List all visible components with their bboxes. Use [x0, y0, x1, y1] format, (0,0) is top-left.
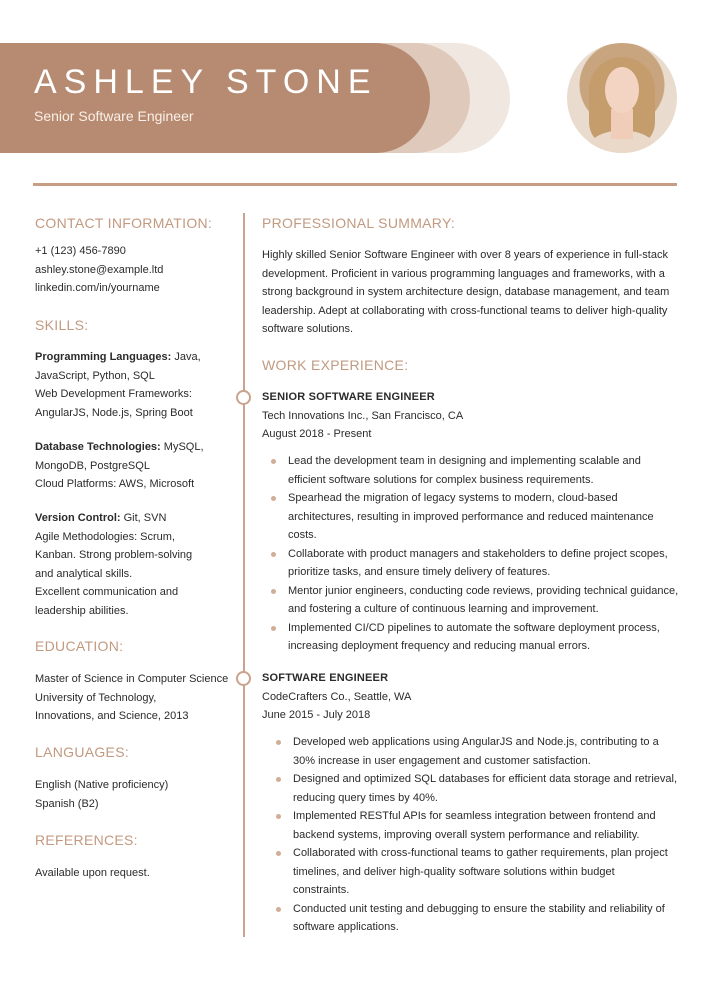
summary-line: leadership. Adept at collaborating with cross-functional teams to deliver high-quality [262, 304, 668, 317]
list-item: Collaborated with cross-functional teams to gather requirements, plan project timelines, and deliver high-quality software solutions within budget constraints. [269, 844, 692, 900]
contact-linkedin: linkedin.com/in/yourname [35, 282, 160, 294]
skill-label-version-control: Version Control: [35, 512, 121, 524]
skill-label-database: Database Technologies: [35, 441, 161, 453]
skill-text: Cloud Platforms: AWS, Microsoft [35, 478, 195, 490]
job-dates: June 2015 - July 2018 [262, 709, 371, 721]
header-divider [33, 183, 677, 186]
skill-text: MongoDB, PostgreSQL [35, 459, 150, 472]
skill-label-programming: Programming Languages: [35, 351, 172, 363]
education-block [35, 670, 240, 726]
header-banner [0, 43, 712, 153]
skill-text: Java, [171, 351, 201, 363]
header-band [0, 43, 430, 153]
photo-face [605, 67, 639, 113]
skills-block-2 [35, 438, 235, 494]
skill-text: Kanban. Strong problem-solving [35, 549, 193, 561]
timeline-line [243, 213, 245, 937]
skill-text: AngularJS, Node.js, Spring Boot [35, 406, 193, 419]
education-school-year: Innovations, and Science, 2013 [35, 710, 189, 722]
references-text: Available upon request. [35, 867, 150, 879]
job-1-bullets [264, 452, 692, 656]
skill-text: JavaScript, Python, SQL [35, 369, 155, 382]
job-company: CodeCrafters Co., Seattle, WA [262, 690, 412, 703]
languages-block [35, 776, 235, 813]
summary-line: software solutions. [262, 323, 354, 335]
skill-text: Excellent communication and [35, 586, 179, 598]
contact-email: ashley.stone@example.ltd [35, 263, 164, 276]
summary-line: strong background in system architecture design, database management, and team [262, 286, 670, 298]
skill-text: and analytical skills. [35, 567, 133, 580]
skill-text: Web Development Frameworks: [35, 388, 192, 400]
job-title: SENIOR SOFTWARE ENGINEER [262, 391, 435, 403]
skills-heading: SKILLS: [35, 317, 89, 333]
skill-text: leadership abilities. [35, 604, 129, 617]
skill-text: MySQL, [160, 441, 204, 453]
languages-heading: LANGUAGES: [35, 744, 130, 760]
skill-text: Git, SVN [120, 512, 167, 524]
list-item: Designed and optimized SQL databases for efficient data storage and retrieval, reducing query times by 40%. [269, 770, 692, 807]
job-dates: August 2018 - Present [262, 428, 372, 440]
language-item: Spanish (B2) [35, 797, 99, 810]
education-school: University of Technology, [35, 691, 157, 704]
education-degree: Master of Science in Computer Science [35, 673, 229, 685]
candidate-title: Senior Software Engineer [34, 108, 194, 124]
summary-line: Highly skilled Senior Software Engineer with over 8 years of experience in full-stack [262, 249, 668, 261]
photo-neck [611, 109, 633, 139]
skill-text: Agile Methodologies: Scrum, [35, 530, 176, 543]
job-entry-1 [262, 388, 692, 444]
list-item: Collaborate with product managers and stakeholders to define project scopes, prioritize tasks, and ensure timely delivery of features. [264, 545, 692, 582]
candidate-name: ASHLEY STONE [34, 63, 378, 101]
timeline-dot-job1 [236, 390, 251, 405]
skills-block-3 [35, 509, 235, 620]
job-company: Tech Innovations Inc., San Francisco, CA [262, 409, 464, 422]
list-item: Spearhead the migration of legacy systems to modern, cloud-based architectures, resulting in improved performance and reduced maintenance costs. [264, 489, 692, 545]
job-2-bullets [269, 733, 692, 937]
education-heading: EDUCATION: [35, 638, 124, 654]
summary-heading: PROFESSIONAL SUMMARY: [262, 215, 456, 231]
contact-phone: +1 (123) 456-7890 [35, 245, 126, 257]
work-heading: WORK EXPERIENCE: [262, 357, 409, 373]
language-item: English (Native proficiency) [35, 779, 169, 791]
contact-heading: CONTACT INFORMATION: [35, 215, 213, 231]
list-item: Implemented RESTful APIs for seamless integration between frontend and backend systems, improving overall system performance and reliability. [269, 807, 692, 844]
job-entry-2 [262, 669, 692, 725]
summary-line: development. Proficient in various programming languages and frameworks, with a [262, 267, 665, 280]
profile-photo [567, 43, 677, 153]
list-item: Conducted unit testing and debugging to ensure the stability and reliability of software applications. [269, 900, 692, 937]
references-block [35, 864, 235, 883]
contact-block [35, 242, 235, 298]
list-item: Developed web applications using AngularJS and Node.js, contributing to a 30% increase in user engagement and customer satisfaction. [269, 733, 692, 770]
list-item: Mentor junior engineers, conducting code reviews, providing technical guidance, and fostering a culture of continuous learning and improvement. [264, 582, 692, 619]
list-item: Implemented CI/CD pipelines to automate the software deployment process, increasing deployment frequency and reducing manual errors. [264, 619, 692, 656]
job-title: SOFTWARE ENGINEER [262, 672, 389, 684]
list-item: Lead the development team in designing and implementing scalable and efficient software solutions for complex business requirements. [264, 452, 692, 489]
summary-block [262, 246, 692, 339]
references-heading: REFERENCES: [35, 832, 138, 848]
skills-block-1 [35, 348, 235, 422]
